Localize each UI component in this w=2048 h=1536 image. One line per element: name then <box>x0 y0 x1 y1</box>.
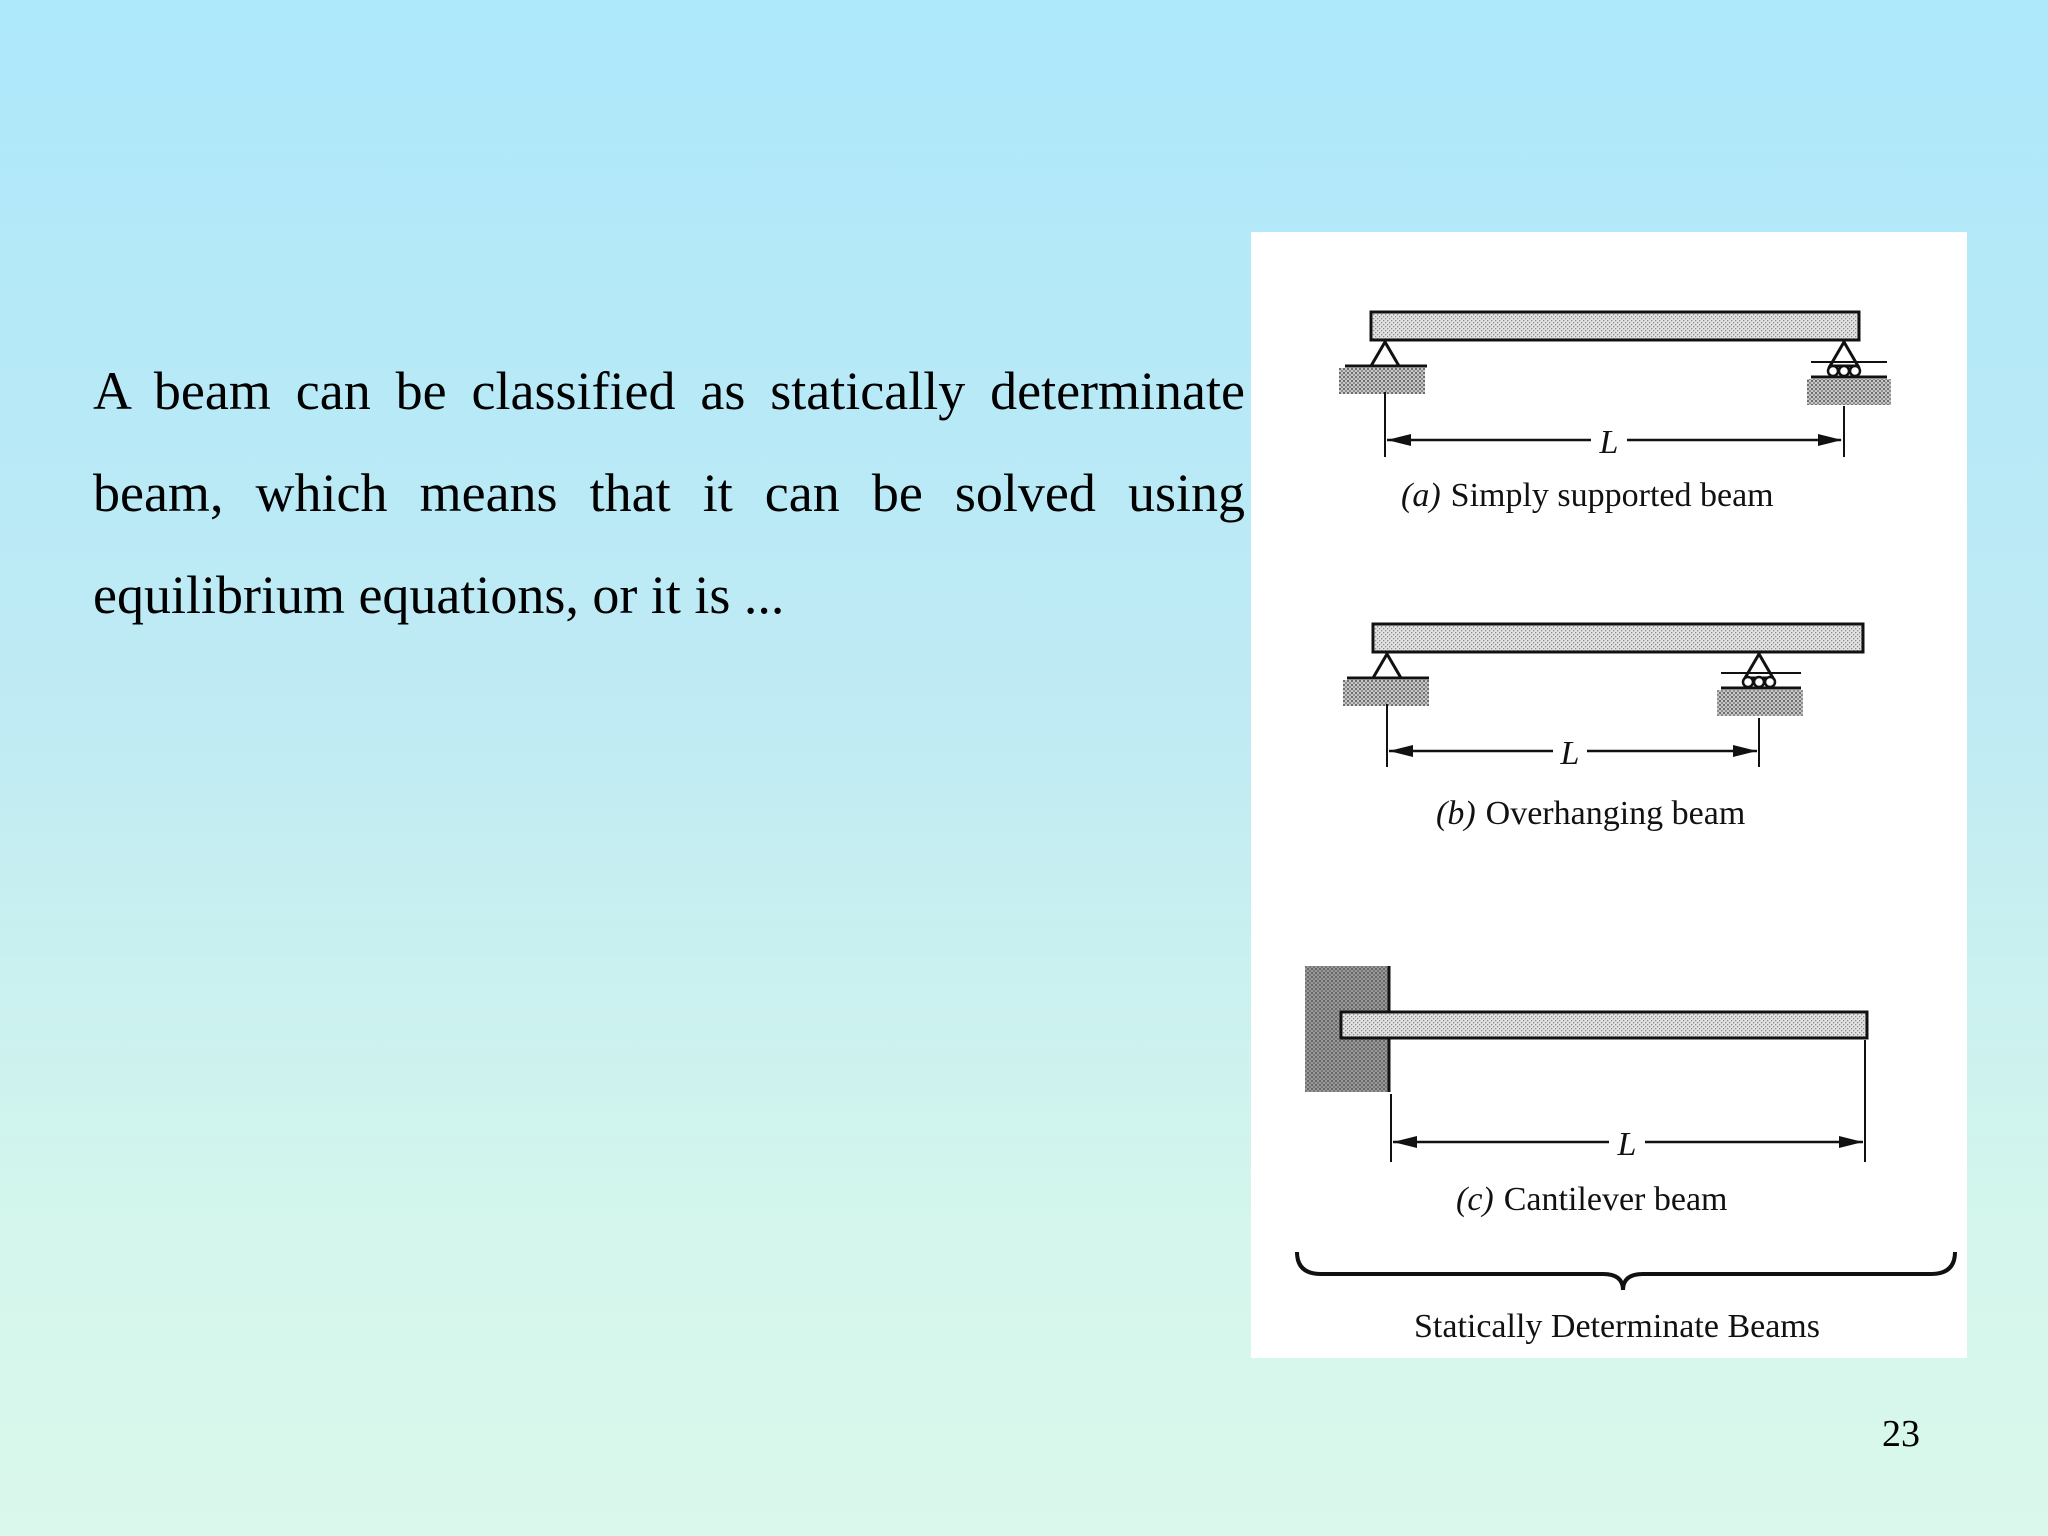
ground-a-left <box>1339 368 1425 394</box>
caption-c: (c) Cantilever beam <box>1456 1181 1728 1218</box>
length-label-a: L <box>1599 424 1619 461</box>
ground-b-right <box>1717 690 1803 716</box>
group-brace <box>1297 1252 1955 1290</box>
roller-support-b <box>1745 654 1773 678</box>
ground-b-left <box>1343 680 1429 706</box>
page-number: 23 <box>1882 1413 1920 1455</box>
simply-supported-diagram <box>1339 312 1891 514</box>
cantilever-diagram <box>1305 966 1867 1218</box>
length-label-b: L <box>1560 735 1580 772</box>
beam-types-figure <box>1251 232 1967 1358</box>
slide-body-text: A beam can be classified as statically determinate beam, which means that it can be solved using equilibrium equations, or it is ... <box>93 361 1245 625</box>
caption-b: (b) Overhanging beam <box>1436 795 1746 832</box>
pin-support-a <box>1371 342 1399 366</box>
ground-a-right <box>1807 379 1891 405</box>
beam-diagrams-svg <box>1251 232 1967 1358</box>
beam-c <box>1341 1012 1867 1038</box>
length-label-c: L <box>1617 1126 1637 1163</box>
group-caption: Statically Determinate Beams <box>1414 1308 1820 1345</box>
pin-support-b <box>1373 654 1401 678</box>
beam-b <box>1373 624 1863 652</box>
caption-a: (a) Simply supported beam <box>1401 477 1774 514</box>
overhanging-diagram <box>1343 624 1863 832</box>
beam-a <box>1371 312 1859 340</box>
